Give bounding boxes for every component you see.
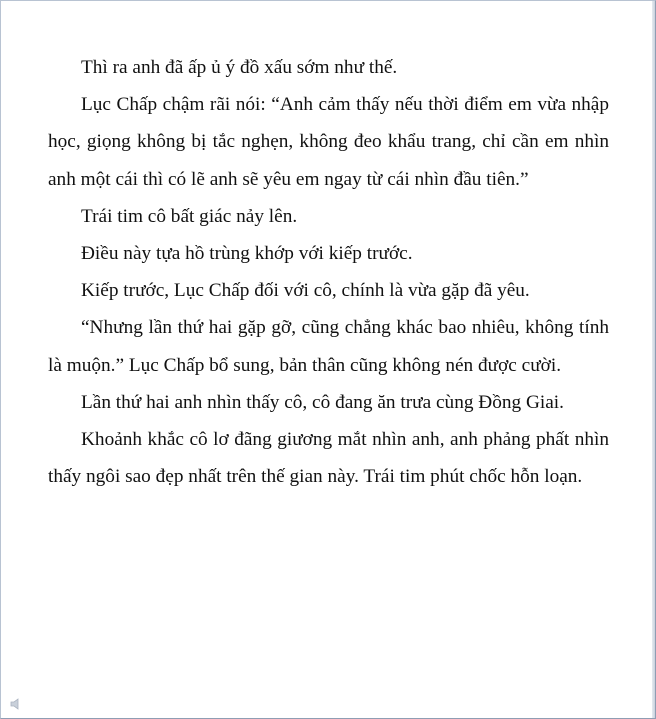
paragraph-1: Thì ra anh đã ấp ủ ý đồ xấu sớm như thế. xyxy=(81,57,398,78)
paragraph-2: Lục Chấp chậm rãi nói: “Anh cảm thấy nếu thời điểm em vừa nhập học, giọng không bị tắc nghẹn, không đeo khẩu trang, chỉ cần em nhìn anh một cái thì có lẽ anh sẽ yêu em ngay từ cái nhìn đầu tiên.” xyxy=(48,94,609,190)
document-body xyxy=(48,49,609,495)
paragraph-3: Trái tim cô bất giác nảy lên. xyxy=(81,205,298,227)
speaker-icon xyxy=(10,698,24,710)
paragraph-5: Kiếp trước, Lục Chấp đối với cô, chính là vừa gặp đã yêu. xyxy=(81,280,530,302)
paragraph-6: “Nhưng lần thứ hai gặp gỡ, cũng chẳng khác bao nhiêu, không tính là muộn.” Lục Chấp bổ sung, bản thân cũng không nén được cười. xyxy=(48,317,609,376)
paragraph-8: Khoảnh khắc cô lơ đãng giương mắt nhìn anh, anh phảng phất nhìn thấy ngôi sao đẹp nhất trên thế gian này. Trái tim phút chốc hỗn loạn. xyxy=(48,429,609,488)
paragraph-7: Lần thứ hai anh nhìn thấy cô, cô đang ăn trưa cùng Đồng Giai. xyxy=(81,391,564,413)
paragraph-4: Điều này tựa hồ trùng khớp với kiếp trước. xyxy=(81,243,413,265)
